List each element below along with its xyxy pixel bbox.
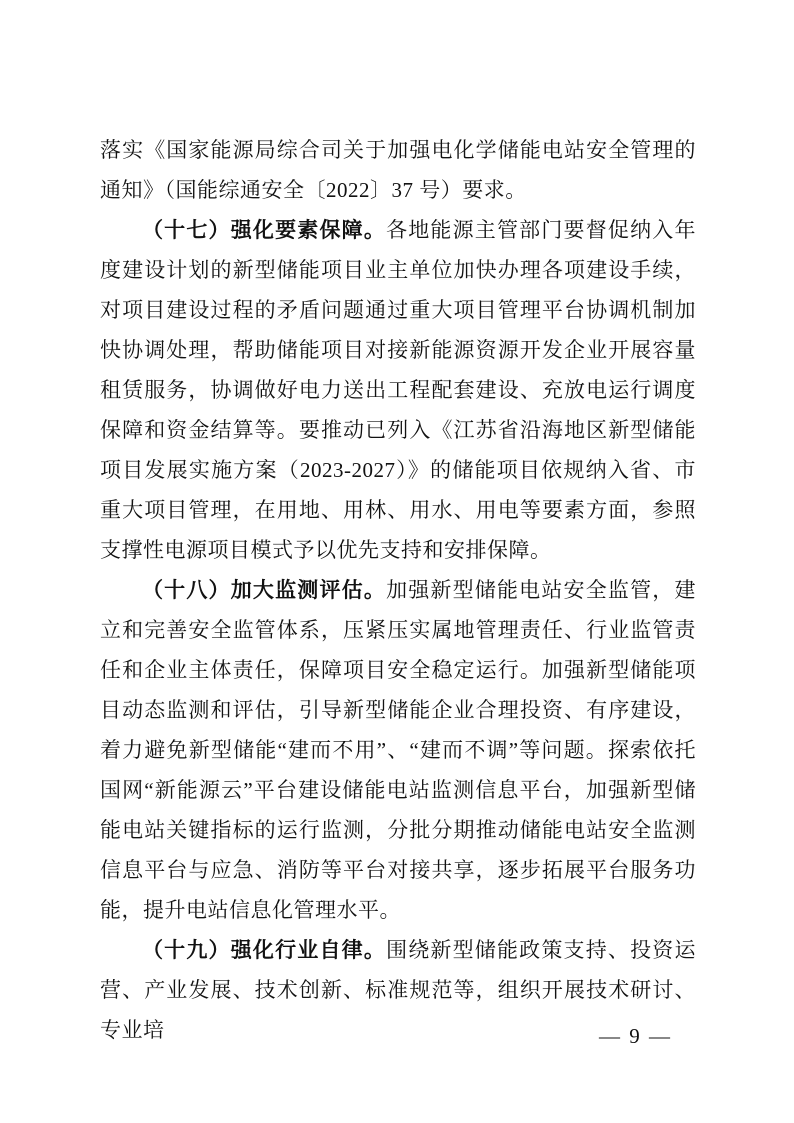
page-number: — 9 — (599, 1024, 672, 1048)
paragraph-text: 加强新型储能电站安全监管，建立和完善安全监管体系，压紧压实属地管理责任、行业监管责任和企业主体责任，保障项目安全稳定运行。加强新型储能项目动态监测和评估，引导新型储能企业合理投资、有序建设，着力避免新型储能“建而不用”、“建而不调”等问题。探索依托国网“新能源云”平台建设储能电站监测信息平台，加强新型储能电站关键指标的运行监测，分批分期推动储能电站安全监测信息平台与应急、消防等平台对接共享，逐步拓展平台服务功能，提升电站信息化管理水平。 (100, 578, 696, 922)
paragraph-text: 落实《国家能源局综合司关于加强电化学储能电站安全管理的通知》（国能综通安全〔2022〕37 号）要求。 (100, 138, 696, 202)
paragraph-lead: （十九）强化行业自律。 (142, 938, 387, 962)
paragraph (100, 570, 696, 930)
paragraph (100, 130, 696, 210)
paragraph-lead: （十八）加大监测评估。 (142, 578, 387, 602)
paragraph-text: 各地能源主管部门要督促纳入年度建设计划的新型储能项目业主单位加快办理各项建设手续，对项目建设过程的矛盾问题通过重大项目管理平台协调机制加快协调处理，帮助储能项目对接新能源资源开发企业开展容量租赁服务，协调做好电力送出工程配套建设、充放电运行调度保障和资金结算等。要推动已列入《江苏省沿海地区新型储能项目发展实施方案（2023-2027）》的储能项目依规纳入省、市重大项目管理，在用地、用林、用水、用电等要素方面，参照支撑性电源项目模式予以优先支持和安排保障。 (100, 218, 696, 562)
paragraph-text: 围绕新型储能政策支持、投资运营、产业发展、技术创新、标准规范等，组织开展技术研讨、专业培 (100, 938, 696, 1042)
paragraph-lead: （十七）强化要素保障。 (142, 218, 387, 242)
document-body (100, 130, 696, 1050)
paragraph (100, 210, 696, 570)
